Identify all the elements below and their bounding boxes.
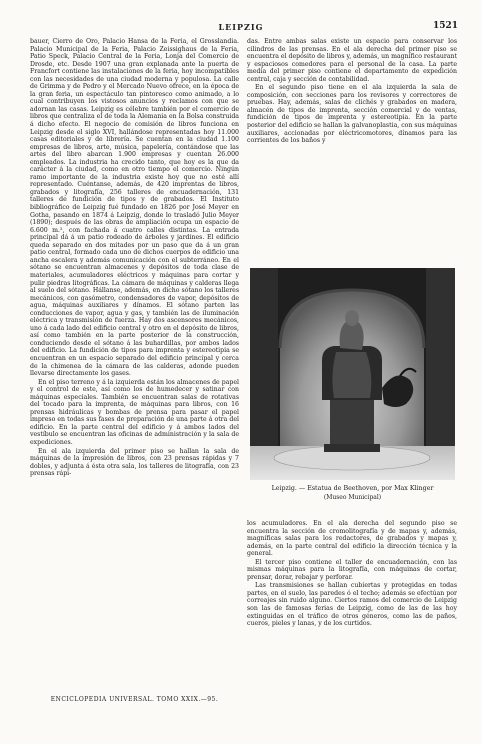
figure-subcaption: (Museo Municipal) <box>323 494 382 501</box>
figure-caption: Leipzig. — Estatua de Beethoven, por Max Klinger <box>271 485 434 492</box>
paragraph: bauer, Cierro de Oro, Palacio Hansa de la Feria, el Grosslandia. Palacio Municipal de la Feria, Palacio Zeissighaus de la Feria, Patio Speck, Palacio Central de la Feria, Lonja del Comercio de Drosde, etc. Desde 1907 una gran explanada ante la puerta de Francfort contiene las instalaciones de la feria, hoy incompatibles con las necesidades de una ciudad moderna y populosa. La calle de Grimma y de Pedro y el Mercado Nuevo ofrece, en la época de la gran feria, un espectáculo tan pintoresco como animado, a lo cual contribuyen los vistosos anuncios y reclamos con que se adornan las casas. Leipzig es célebre también por el comercio de libros que centraliza el de toda la Alemania en la Bolsa construida á dicho efecto. El negocio de comisión de libros funciona en Leipzig desde el siglo XVI, hallándose representadas hoy 11.000 casas editoriales y de librería. Se cuentan en la ciudad 1.100 empresas de libros, arte, música, papelería, contándose que las artes del libro abarcan 1.900 empresas y cuentan 26.000 empleados. La industria ha crecido tanto, que hoy es la que da carácter á la ciudad, como en otro tiempo el comercio. Ningún ramo importante de la industria existe hoy que no esté allí representado. Cuéntanse, además, de 420 imprentas de libros, grabados y litografía, 256 talleres de encuadernación, 131 talleres de fundición de tipos y de grabados. El Instituto bibliográfico de Leipzig fué fundado en 1826 por José Meyer en Gotha, pasando en 1874 á Leipzig, donde lo trasladó Julio Meyer (1890); después de las obras de ampliación ocupa un espacio de 6.600 m.², con fachada á cuatro calles distintas. La entrada principal dá á un patio rodeado de árboles y jardines. El edificio queda separado en dos mitades por un paso que da á un gran patio central, formado cada uno de dichos cuerpos de edificio una ancha escalera y además comunicación con el subterráneo. En el sótano se encuentran almacenes y depósitos de toda clase de materiales, acumuladores eléctricos y máquinas para cortar y pulir piedras litográficas. La cámara de máquinas y calderas llega al suelo del sótano. Hállanse, además, en dicho sótano los talleres mecánicos, con gasómetro, condensadores de vapor, depósitos de agua, máquinas auxiliares y dínamos. El sótano parten las conducciones de vapor, agua y gas, y también las de iluminación eléctrica y transmisión de fuerza. Hay dos ascensores mecánicos, uno á cada lado del edificio central y otro en el depósito de libros, así como también en la parte posterior de la construcción, conduciendo desde el sótano á las buhardillas, por ambos lados del edificio. La fundición de tipos para imprenta y estereotipia se encuentran en un espacio separado del edificio principal y cerca de la chimenea de la cámara de las calderas, adonde pueden llevarse directamente los gases. <box>30 38 239 378</box>
paragraph: En el ala izquierda del primer piso se hallan la sala de máquinas de la impresión de libros, con 23 prensas rápidas y 7 dobles, y adjunta á ésta otra sala, los talleres de litografía, con 23 prensas rápi- <box>30 447 239 478</box>
paragraph: los acumuladores. En el ala derecha del segundo piso se encuentra la sección de cromolitografía y de mapas y, además, magníficas salas para los redactores, de grabados y mapas y, además, en la parte central del edificio la dirección técnica y la general. <box>247 520 457 558</box>
paragraph: El tercer piso contiene el taller de encuadernación, con las mismas máquinas para la litografía, con máquinas de cortar, prensar, dorar, rebajar y perforar. <box>247 558 457 581</box>
paragraph: das. Entre ambas salas existe un espacio para conservar los cilindros de las prensas. En el ala derecha del primer piso se encuentra el depósito de libros y, además, un magnífico restaurant y espaciosos comedores para el personal de la casa. La parte media del primer piso contiene el departamento de expedición central, caja y sección de contabilidad. <box>247 38 457 83</box>
right-column-top <box>247 38 457 263</box>
beethoven-statue-photo <box>250 268 455 480</box>
paragraph: En el segundo piso tiene en el ala izquierda la sala de composición, con secciones para los revisores y correctores de pruebas. Hay, además, salas de clichés y grabados en madera, almacén de tipos de imprenta, sección comercial y de ventas, fundición de tipos de imprenta y estereotipia. En la parte posterior del edificio se hallan la galvanoplastia, con sus máquinas auxiliares, accionadas por eléctricomotores, dínamos para las corrientes de los baños y <box>247 84 457 145</box>
paragraph: En el piso terreno y á la izquierda están los almacenes de papel y el control de este, así como los de humedecer y satinar con máquinas especiales. También se encuentran salas de rotativas del tocado para la imprenta, de máquinas para libros, con 16 prensas hidráulicas y bombas de prensa para pasar el papel impreso en todas sus fases de preparación de una parte á otra del edificio. En la parte central del edificio y á ambos lados del vestíbulo se encuentran las oficinas de administración y la sala de expediciones. <box>30 378 239 446</box>
photo-illustration <box>250 268 455 480</box>
page-number: 1521 <box>432 21 458 31</box>
left-column <box>30 38 239 692</box>
running-header <box>0 22 482 34</box>
right-column-bottom <box>247 520 457 692</box>
page-title: LEIPZIG <box>218 22 264 32</box>
paragraph: Las transmisiones se hallan cubiertas y protegidas en todas partes, en el suelo, las paredes ó el techo; además se efectúan por correajes sin ruido alguno. Ciertos ramos del comercio de Leipzig son las de famosas ferias de Leipzig, como de las de las hoy extinguidas en el tráfico de otros géneros, como las de paños, cueros, pieles y lanas, y de los curtidos. <box>247 582 457 628</box>
footer-signature: ENCICLOPEDIA UNIVERSAL. TOMO XXIX.—95. <box>50 696 219 703</box>
